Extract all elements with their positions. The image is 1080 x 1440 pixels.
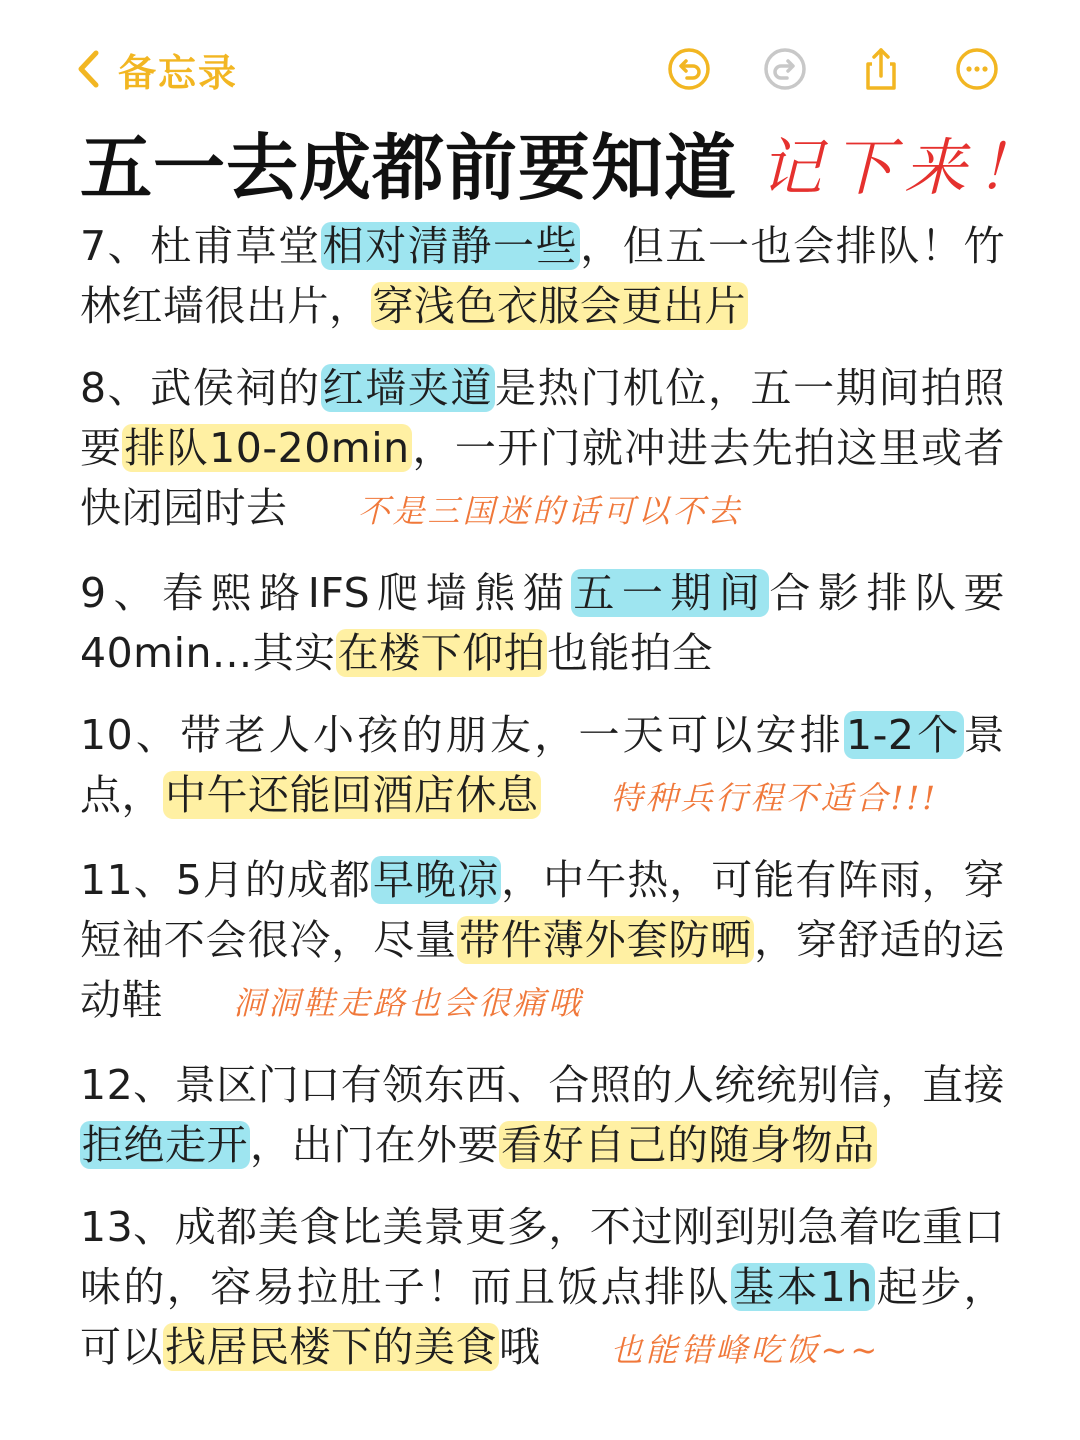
item-text: 是热门机位，五一期间拍照要: [80, 364, 1006, 472]
highlight-yellow: 在楼下仰拍: [337, 629, 546, 677]
item-text: 景点，: [80, 711, 1006, 819]
more-icon[interactable]: [954, 46, 1000, 92]
handwritten-note: 不是三国迷的话可以不去: [357, 492, 743, 530]
item-text: 13、成都美食比美景更多，不过刚到别急着吃重口味的，容易拉肚子！而且饭点排队: [80, 1203, 1005, 1311]
note-item: [80, 705, 1005, 828]
item-text: 7、杜甫草堂: [80, 222, 321, 270]
highlight-yellow: 排队10-20min: [124, 424, 410, 472]
item-text: ，一开门就冲进去先拍这里或者快闭园时去: [80, 424, 1006, 532]
highlight-yellow: 中午还能回酒店休息: [165, 771, 539, 819]
item-text: 起步，可以: [80, 1263, 1006, 1371]
undo-icon[interactable]: [666, 46, 712, 92]
highlight-yellow: 带件薄外套防晒: [458, 916, 753, 964]
highlight-blue: 红墙夹道: [322, 364, 494, 412]
note-item: [80, 563, 1005, 683]
item-text: 合影排队要40min...其实: [80, 569, 1005, 677]
item-text: 也能拍全: [547, 629, 714, 677]
item-text: 哦: [499, 1323, 541, 1371]
note-item: [80, 850, 1005, 1033]
item-text: ，出门在外要: [250, 1121, 499, 1169]
item-text: 9、春熙路IFS爬墙熊猫: [80, 569, 572, 617]
note-item: [80, 1197, 1005, 1380]
item-text: 12、景区门口有领东西、合照的人统统别信，直接: [80, 1061, 1005, 1109]
handwritten-note: 洞洞鞋走路也会很痛哦: [233, 984, 584, 1022]
item-text: 8、武侯祠的: [80, 364, 321, 412]
highlight-blue: 拒绝走开: [82, 1121, 248, 1169]
note-title-row: [80, 110, 1049, 210]
highlight-blue: 基本1h: [732, 1263, 873, 1311]
chevron-left-icon: [74, 48, 104, 90]
title-annotation: 记下来！: [760, 131, 1049, 204]
highlight-blue: 1-2个: [846, 711, 962, 759]
item-text: ，但五一也会排队！竹林红墙很出片，: [80, 222, 1006, 330]
note-item: [80, 216, 1005, 336]
back-button[interactable]: [74, 44, 238, 94]
highlight-yellow: 找居民楼下的美食: [165, 1323, 497, 1371]
item-text: 11、5月的成都: [80, 856, 372, 904]
highlight-yellow: 看好自己的随身物品: [501, 1121, 875, 1169]
back-label: 备忘录: [118, 50, 239, 95]
item-text: 10、带老人小孩的朋友，一天可以安排: [80, 711, 845, 759]
redo-icon[interactable]: [762, 46, 808, 92]
top-toolbar: [0, 0, 1080, 120]
highlight-blue: 五一期间: [573, 569, 768, 617]
highlight-blue: 相对清静一些: [322, 222, 579, 270]
note-title: 五一去成都前要知道: [80, 126, 738, 210]
item-text: ，中午热，可能有阵雨，穿短袖不会很冷，尽量: [80, 856, 1006, 964]
share-icon[interactable]: [858, 46, 904, 92]
note-item: [80, 1055, 1005, 1175]
highlight-blue: 早晚凉: [373, 856, 500, 904]
note-body[interactable]: [80, 216, 1005, 1402]
handwritten-note: 也能错峰吃饭~~: [610, 1331, 881, 1369]
handwritten-note: 特种兵行程不适合!!!: [610, 779, 939, 817]
item-text: ，穿舒适的运动鞋: [80, 916, 1006, 1024]
note-item: [80, 358, 1005, 541]
highlight-yellow: 穿浅色衣服会更出片: [372, 282, 746, 330]
